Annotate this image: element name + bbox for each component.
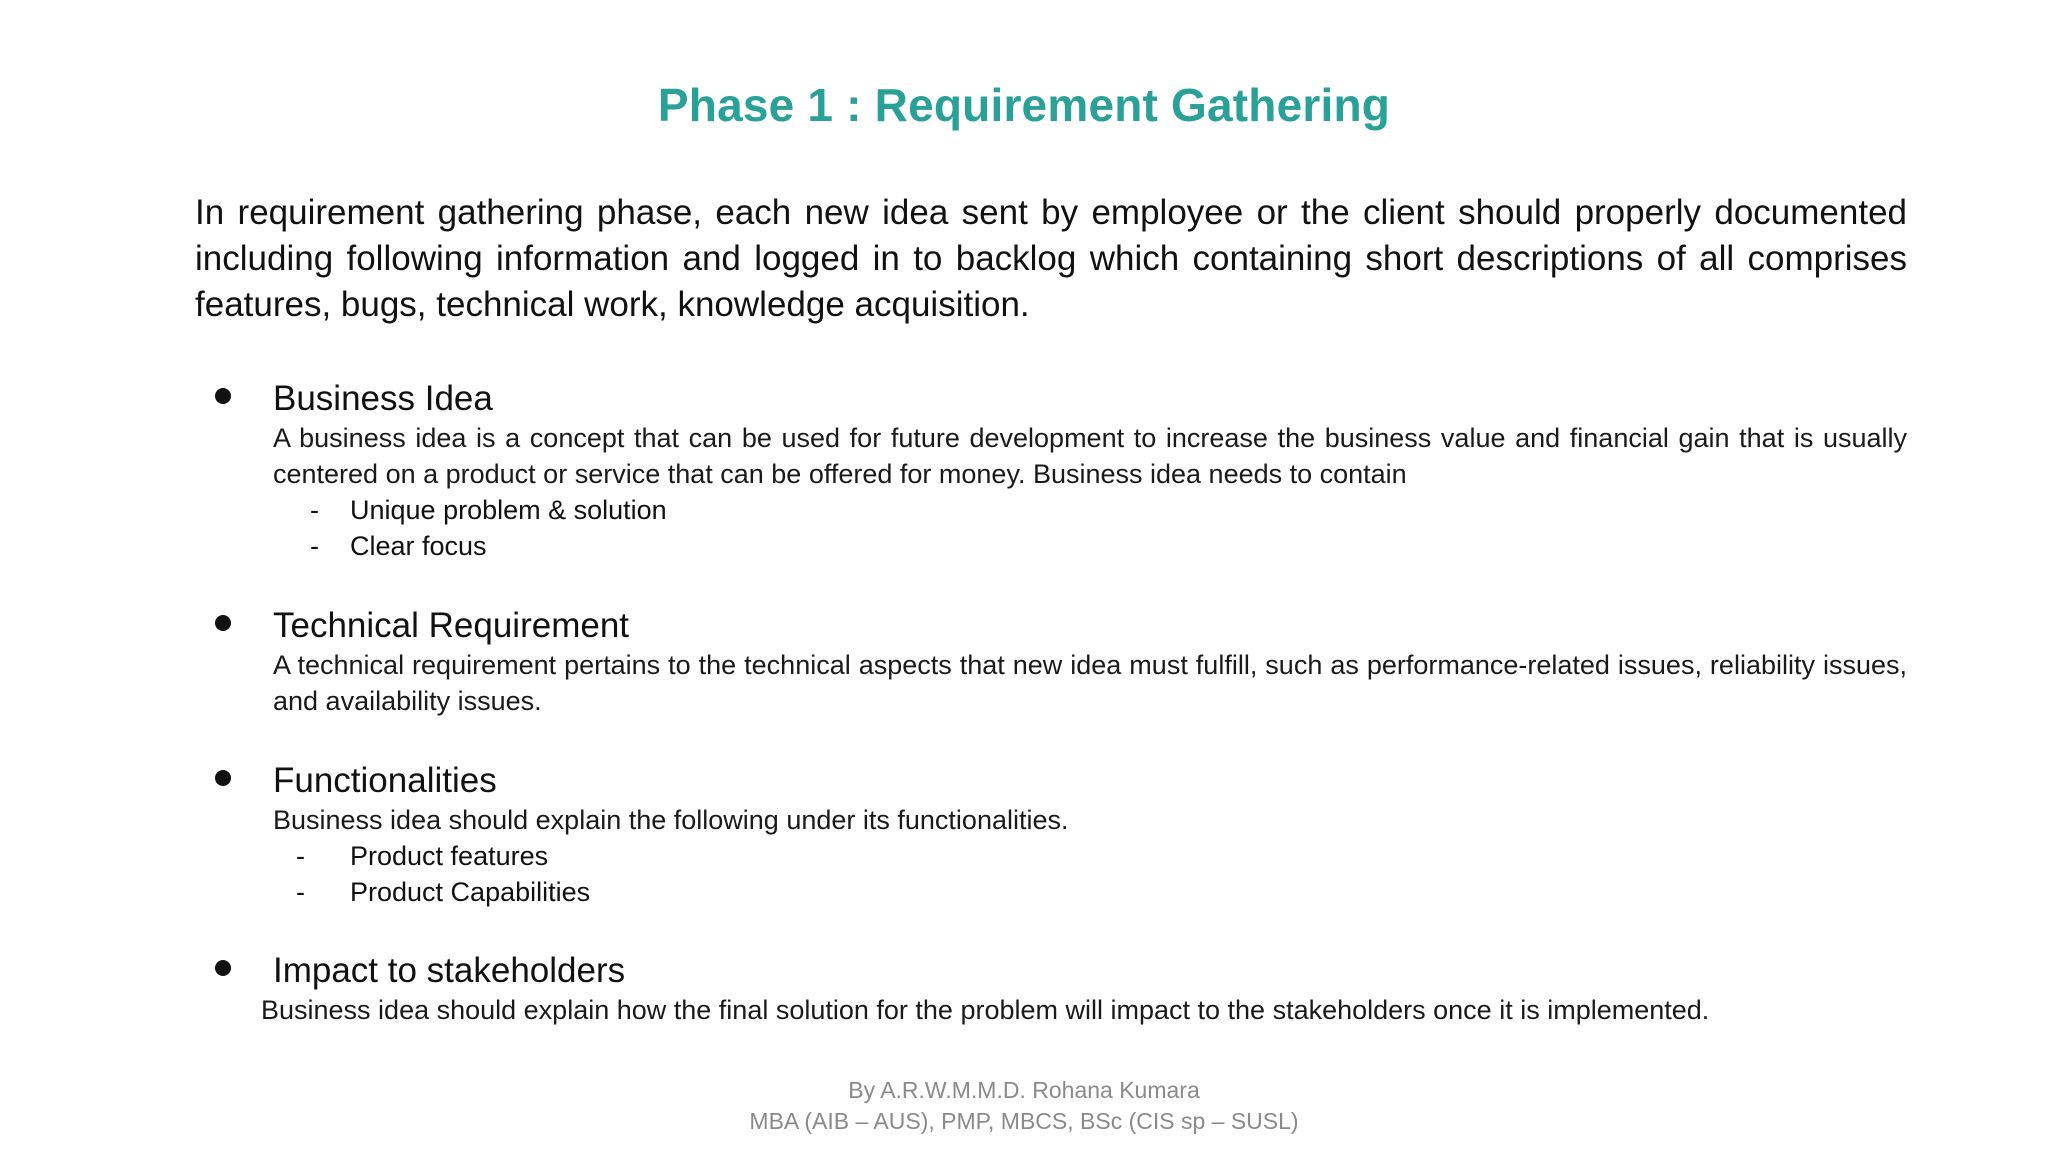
bullet-row <box>195 760 1907 802</box>
list-item-label: Unique problem & solution <box>350 495 667 525</box>
list-item <box>195 874 1907 910</box>
bullet-dot-icon <box>215 770 231 786</box>
section-heading: Impact to stakeholders <box>273 951 626 990</box>
section-heading: Business Idea <box>273 379 493 418</box>
slide-title: Phase 1 : Requirement Gathering <box>657 79 1391 131</box>
footer-credentials: MBA (AIB – AUS), PMP, MBCS, BSc (CIS sp – SUSL) <box>749 1108 1299 1134</box>
list-item <box>195 838 1907 874</box>
bullet-row <box>195 378 1907 420</box>
section-description: A business idea is a concept that can be used for future development to increase the business value and financial gain that is usually centered on a product or service that can be offered for money. Business idea needs to contain <box>273 423 1907 489</box>
section-description: Business idea should explain how the final solution for the problem will impact to the stakeholders once it is implemented. <box>261 995 1710 1025</box>
section-heading: Functionalities <box>273 761 497 800</box>
bullet-dot-icon <box>215 960 231 976</box>
list-item-label: Product features <box>350 841 549 871</box>
bullet-dot-icon <box>215 615 231 631</box>
intro-paragraph: In requirement gathering phase, each new idea sent by employee or the client should properly documented including following information and logged in to backlog which containing short descriptions of all comprises features, bugs, technical work, knowledge acquisition. <box>195 193 1907 324</box>
footer-author: By A.R.W.M.M.D. Rohana Kumara <box>848 1077 1200 1103</box>
section-description: Business idea should explain the following under its functionalities. <box>273 805 1069 835</box>
list-item-label: Product Capabilities <box>350 877 591 907</box>
bullet-row <box>195 605 1907 647</box>
dash-icon: - <box>296 841 305 871</box>
dash-icon: - <box>310 495 319 525</box>
dash-icon: - <box>310 531 319 561</box>
list-item <box>195 492 1907 528</box>
section-technical-requirement <box>195 605 1907 719</box>
section-heading: Technical Requirement <box>273 606 630 645</box>
bullet-row <box>195 950 1907 992</box>
section-impact-to-stakeholders <box>195 950 1907 1028</box>
bullet-dot-icon <box>215 388 231 404</box>
section-description: A technical requirement pertains to the technical aspects that new idea must fulfill, such as performance-related issues, reliability issues, and availability issues. <box>273 650 1907 716</box>
section-business-idea <box>195 378 1907 564</box>
section-functionalities <box>195 760 1907 910</box>
dash-icon: - <box>296 877 305 907</box>
list-item-label: Clear focus <box>350 531 487 561</box>
list-item <box>195 528 1907 564</box>
